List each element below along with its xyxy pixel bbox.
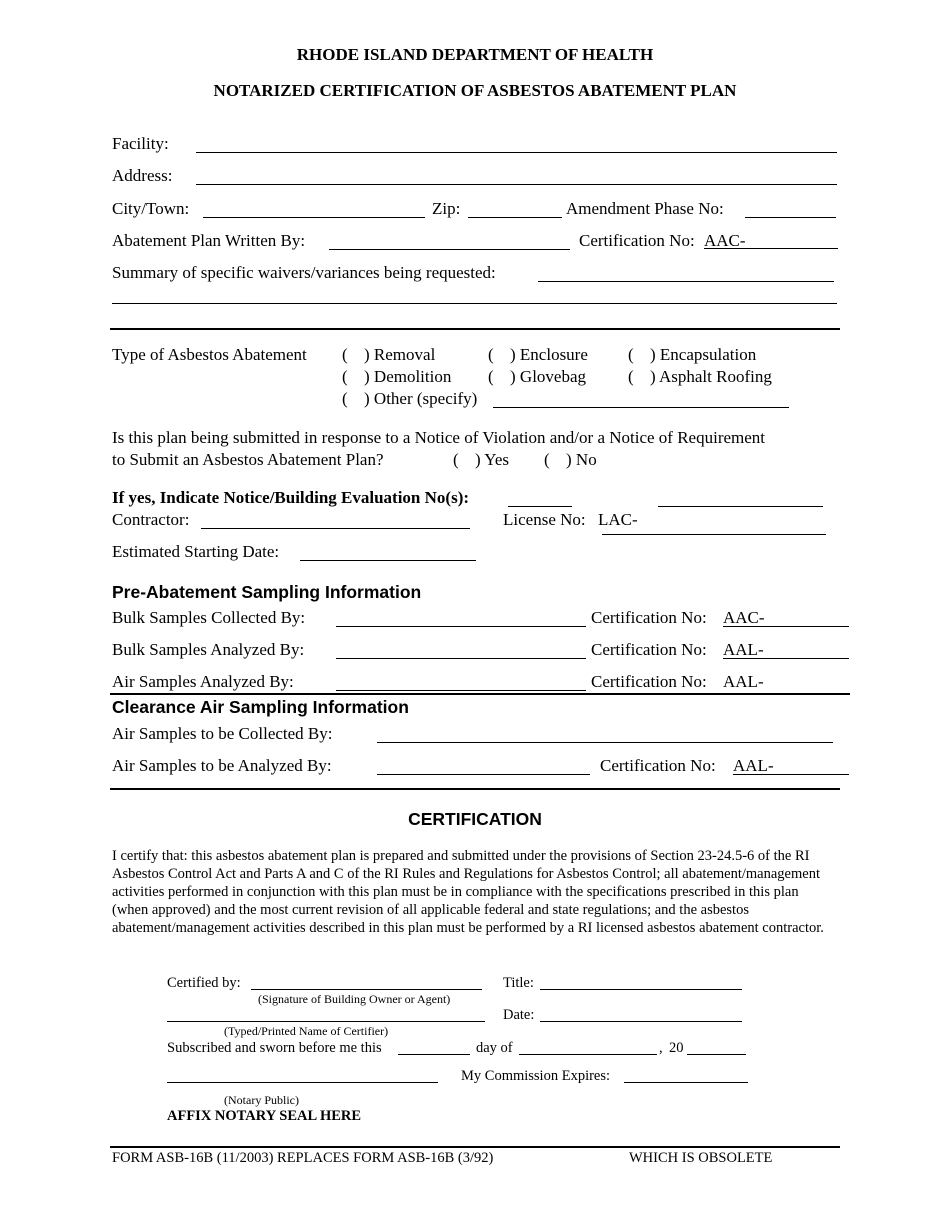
written-by-cert-label: Certification No: [579, 231, 695, 250]
option-label: ) Enclosure [510, 345, 588, 364]
pre-abatement-divider [110, 693, 850, 695]
clearance-cert-label: Certification No: [600, 756, 716, 775]
form-id: FORM ASB-16B (11/2003) REPLACES FORM ASB-16B (3/92) [112, 1150, 494, 1166]
address-field[interactable] [196, 167, 837, 185]
option-enclosure[interactable] [488, 345, 588, 365]
bulk-analyzed-cert-label: Certification No: [591, 640, 707, 659]
option-label: ) No [566, 450, 597, 469]
agency-title: RHODE ISLAND DEPARTMENT OF HEALTH [296, 45, 654, 64]
notary-signature-field[interactable] [167, 1069, 438, 1083]
footer-divider [110, 1146, 840, 1148]
option-yes[interactable] [453, 450, 509, 470]
printed-name-caption: (Typed/Printed Name of Certifier) [224, 1024, 389, 1038]
option-asphalt-roofing[interactable] [628, 367, 772, 387]
title-label: Title: [503, 975, 534, 991]
cert-prefix: AAC- [723, 608, 765, 627]
summary-field[interactable] [538, 264, 834, 282]
option-label: ) Removal [364, 345, 436, 364]
checkbox-paren: ( [628, 345, 634, 364]
date-label: Date: [503, 1007, 535, 1023]
other-specify-field[interactable] [493, 390, 789, 408]
contractor-label: Contractor: [112, 510, 190, 529]
clearance-analyzed-field[interactable] [377, 757, 590, 775]
certification-heading: CERTIFICATION [408, 809, 542, 829]
checkbox-paren: ( [342, 389, 348, 408]
checkbox-paren: ( [488, 367, 494, 386]
clearance-cert-field[interactable] [733, 756, 849, 775]
section-divider [110, 328, 840, 330]
clearance-collected-field[interactable] [377, 725, 833, 743]
commission-field[interactable] [624, 1069, 748, 1083]
bulk-analyzed-field[interactable] [336, 641, 586, 659]
checkbox-paren: ( [453, 450, 459, 469]
sworn-day-field[interactable] [398, 1041, 470, 1055]
clearance-divider [110, 788, 840, 790]
checkbox-paren: ( [488, 345, 494, 364]
checkbox-paren: ( [342, 345, 348, 364]
notary-caption: (Notary Public) [224, 1093, 299, 1107]
written-by-cert-field[interactable] [704, 231, 838, 249]
written-by-label: Abatement Plan Written By: [112, 231, 306, 250]
summary-field-line2[interactable] [112, 286, 837, 304]
bulk-analyzed-label: Bulk Samples Analyzed By: [112, 640, 305, 659]
cert-prefix: AAL- [733, 756, 774, 775]
bulk-collected-cert-field[interactable] [723, 608, 849, 627]
certified-by-label: Certified by: [167, 975, 241, 991]
option-label: ) Yes [475, 450, 510, 469]
certification-statement: I certify that: this asbestos abatement plan is prepared and submitted under the provisions of Section 23-24.5-6 of the RI Asbestos Control Act and Parts A and C of the RI Rules and Regulations for Asbestos Control; all abatement/management activities performed in conjunction with this plan must be in compliance with the specifications prescribed in this plan (when approved) and the most current revision of all applicable federal and state regulations; and the asbestos abatement/management activities described in this plan must be performed by a RI licensed asbestos abatement contractor. [112, 848, 824, 936]
pre-abatement-heading: Pre-Abatement Sampling Information [112, 582, 422, 602]
bulk-analyzed-cert-field[interactable] [723, 640, 849, 659]
start-date-field[interactable] [300, 543, 476, 561]
obsolete-note: WHICH IS OBSOLETE [629, 1150, 773, 1166]
checkbox-paren: ( [628, 367, 634, 386]
title-field[interactable] [540, 976, 742, 990]
clearance-collected-label: Air Samples to be Collected By: [112, 724, 333, 743]
option-label: ) Demolition [364, 367, 452, 386]
date-field[interactable] [540, 1008, 742, 1022]
notice-question-line1: Is this plan being submitted in response to a Notice of Violation and/or a Notice of Requirement [112, 428, 766, 447]
signature-field[interactable] [251, 976, 482, 990]
checkbox-paren: ( [342, 367, 348, 386]
air-analyzed-cert-label: Certification No: [591, 672, 707, 691]
option-label: ) Asphalt Roofing [650, 367, 772, 386]
year-comma: , [659, 1040, 663, 1056]
written-by-field[interactable] [329, 232, 570, 250]
abatement-type-label: Type of Asbestos Abatement [112, 345, 307, 364]
option-label: ) Glovebag [510, 367, 587, 386]
air-analyzed-label: Air Samples Analyzed By: [112, 672, 294, 691]
sworn-month-field[interactable] [519, 1041, 657, 1055]
clearance-analyzed-label: Air Samples to be Analyzed By: [112, 756, 332, 775]
bulk-collected-field[interactable] [336, 609, 586, 627]
contractor-field[interactable] [201, 511, 470, 529]
notary-seal-label: AFFIX NOTARY SEAL HERE [167, 1108, 362, 1124]
notice-number-label: If yes, Indicate Notice/Building Evaluation No(s): [112, 488, 470, 507]
option-demolition[interactable] [342, 367, 451, 387]
air-analyzed-field[interactable] [336, 673, 586, 691]
cert-prefix: AAL- [723, 640, 764, 659]
option-no[interactable] [544, 450, 597, 470]
option-encapsulation[interactable] [628, 345, 756, 365]
facility-label: Facility: [112, 134, 169, 153]
printed-name-field[interactable] [167, 1008, 485, 1022]
notice-question-line2: to Submit an Asbestos Abatement Plan? [112, 450, 384, 469]
notice-number-field[interactable] [508, 489, 572, 507]
zip-label: Zip: [432, 199, 461, 218]
option-glovebag[interactable] [488, 367, 586, 387]
license-field[interactable] [602, 517, 826, 535]
city-label: City/Town: [112, 199, 190, 218]
option-label: ) Other (specify) [364, 389, 478, 408]
zip-field[interactable] [468, 200, 562, 218]
bulk-collected-label: Bulk Samples Collected By: [112, 608, 306, 627]
form-title: NOTARIZED CERTIFICATION OF ASBESTOS ABATEMENT PLAN [213, 81, 737, 100]
start-date-label: Estimated Starting Date: [112, 542, 280, 561]
license-prefix: LAC- [598, 510, 638, 529]
amendment-phase-label: Amendment Phase No: [566, 199, 724, 218]
checkbox-paren: ( [544, 450, 550, 469]
option-label: ) Encapsulation [650, 345, 757, 364]
clearance-heading: Clearance Air Sampling Information [112, 697, 409, 717]
summary-label: Summary of specific waivers/variances being requested: [112, 263, 496, 282]
address-label: Address: [112, 166, 173, 185]
commission-label: My Commission Expires: [461, 1068, 611, 1084]
day-of-label: day of [476, 1040, 513, 1056]
facility-field[interactable] [196, 135, 837, 153]
license-label: License No: [503, 510, 586, 529]
amendment-phase-field[interactable] [745, 200, 836, 218]
option-removal[interactable] [342, 345, 435, 365]
bulk-collected-cert-label: Certification No: [591, 608, 707, 627]
city-field[interactable] [203, 200, 425, 218]
sworn-year-field[interactable] [687, 1041, 746, 1055]
sworn-label: Subscribed and sworn before me this [167, 1040, 382, 1056]
notice-number-field-2[interactable] [658, 489, 823, 507]
written-by-cert-prefix: AAC- [704, 231, 746, 250]
signature-caption: (Signature of Building Owner or Agent) [258, 992, 451, 1006]
year-prefix: 20 [669, 1040, 684, 1056]
option-other[interactable] [342, 389, 477, 409]
air-analyzed-cert-prefix[interactable]: AAL- [723, 672, 764, 691]
